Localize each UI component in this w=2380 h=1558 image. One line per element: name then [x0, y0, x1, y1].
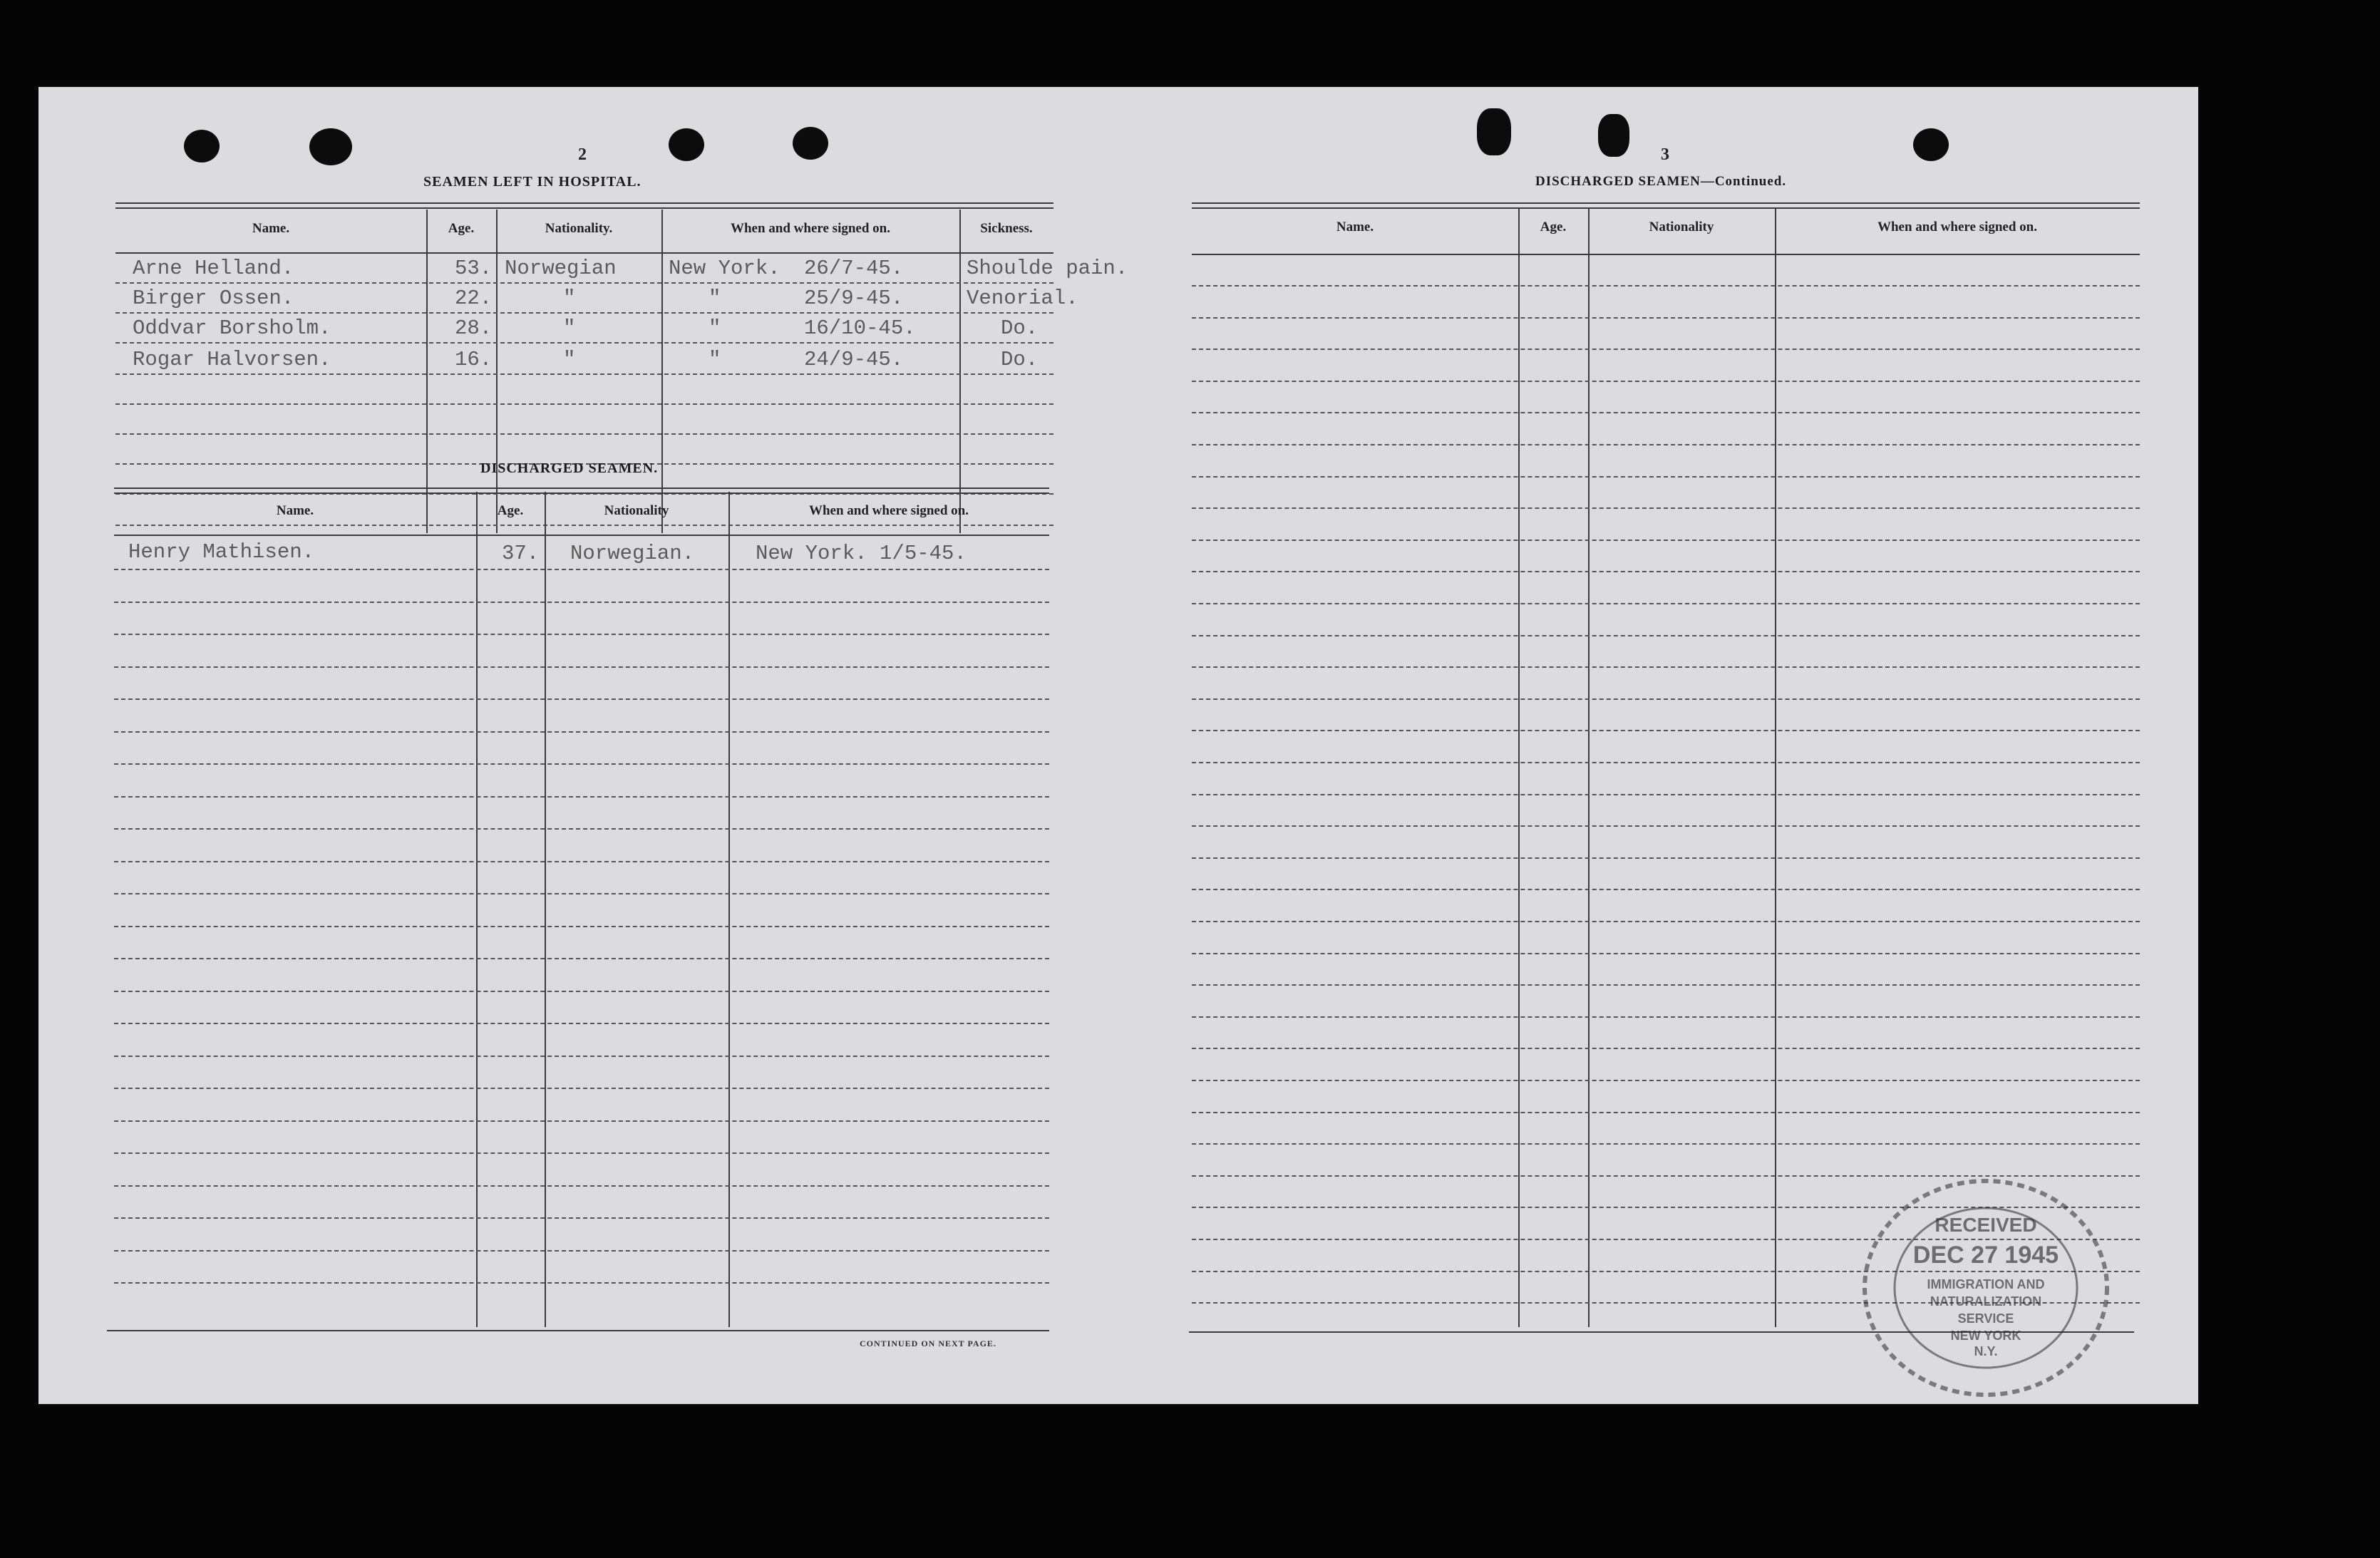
col-header-age: Age. — [448, 221, 475, 236]
col-header-age: Age. — [1540, 220, 1567, 234]
row-line — [1192, 794, 2140, 795]
row-line — [114, 893, 1049, 894]
row-line — [1192, 730, 2140, 731]
hospital-nationality-cell: " — [563, 287, 576, 310]
row-line — [1192, 381, 2140, 382]
column-divider — [496, 210, 498, 533]
row-line — [114, 1185, 1049, 1187]
column-divider — [1588, 208, 1590, 1327]
column-divider — [1518, 208, 1520, 1327]
hospital-name-cell: Birger Ossen. — [133, 287, 294, 310]
row-line — [1192, 762, 2140, 763]
row-line — [114, 1056, 1049, 1057]
row-line — [1192, 889, 2140, 890]
col-header-signed-on: When and where signed on. — [1877, 220, 2037, 234]
document-sheet — [38, 87, 2198, 1404]
punch-hole — [669, 128, 704, 161]
page-number: 2 — [578, 145, 587, 164]
hospital-signed-place-cell: " — [709, 348, 721, 371]
row-line — [1192, 476, 2140, 478]
hospital-signed-date-cell: 25/9-45. — [804, 287, 904, 310]
hospital-signed-place-cell: " — [709, 316, 721, 340]
hospital-age-cell: 16. — [455, 348, 493, 371]
header-rule — [115, 202, 1054, 204]
header-rule — [1192, 254, 2140, 255]
row-line — [1192, 953, 2140, 954]
hospital-name-cell: Rogar Halvorsen. — [133, 348, 331, 371]
bottom-rule — [107, 1330, 1049, 1331]
col-header-nationality: Nationality. — [545, 221, 613, 236]
row-line — [114, 1120, 1049, 1122]
row-line — [114, 991, 1049, 992]
row-line — [1192, 1048, 2140, 1049]
row-line — [114, 1152, 1049, 1154]
row-line — [1192, 507, 2140, 509]
stamp-date: DEC 27 1945 — [1912, 1242, 2059, 1269]
col-header-nationality: Nationality — [604, 503, 669, 518]
row-line — [114, 861, 1049, 862]
row-line — [115, 433, 1054, 435]
row-line — [114, 1250, 1049, 1252]
row-line — [1192, 444, 2140, 445]
row-line — [115, 403, 1054, 405]
column-divider — [1775, 208, 1776, 1327]
hospital-sickness-cell: Shoulde pain. — [967, 257, 1128, 280]
row-line — [1192, 857, 2140, 859]
punch-hole — [1598, 114, 1629, 157]
column-divider — [545, 492, 546, 1327]
page-number: 3 — [1661, 145, 1669, 164]
row-line — [1192, 1112, 2140, 1113]
row-line — [114, 926, 1049, 927]
row-line — [1192, 603, 2140, 604]
col-header-name: Name. — [276, 503, 314, 518]
hospital-sickness-cell: Venorial. — [967, 287, 1078, 310]
row-line — [114, 634, 1049, 635]
column-divider — [959, 210, 961, 533]
right-section-title: DISCHARGED SEAMEN—Continued. — [1535, 174, 1787, 189]
row-line — [114, 731, 1049, 733]
row-line — [1192, 666, 2140, 668]
column-divider — [476, 492, 478, 1327]
hospital-nationality-cell: " — [563, 348, 576, 371]
col-header-name: Name. — [1336, 220, 1374, 234]
hospital-signed-date-cell: 16/10-45. — [804, 316, 916, 340]
continued-note: CONTINUED ON NEXT PAGE. — [860, 1338, 996, 1348]
row-line — [115, 282, 1054, 284]
stamp-line: RECEIVED — [1935, 1214, 2037, 1236]
header-rule — [1192, 202, 2140, 204]
row-line — [1192, 571, 2140, 572]
received-stamp — [1850, 1170, 2121, 1405]
discharged-nationality-cell: Norwegian. — [570, 542, 695, 565]
row-line — [1192, 412, 2140, 413]
hospital-name-cell: Arne Helland. — [133, 257, 294, 280]
row-line — [1192, 921, 2140, 922]
row-line — [114, 602, 1049, 603]
row-line — [114, 796, 1049, 798]
row-line — [115, 525, 1054, 526]
row-line — [114, 1023, 1049, 1024]
hospital-name-cell: Oddvar Borsholm. — [133, 316, 331, 340]
discharged-section-title: DISCHARGED SEAMEN. — [480, 460, 659, 476]
row-line — [115, 312, 1054, 314]
col-header-nationality: Nationality — [1649, 220, 1714, 234]
row-line — [1192, 1143, 2140, 1145]
row-line — [1192, 317, 2140, 319]
row-line — [114, 666, 1049, 668]
discharged-name-cell: Henry Mathisen. — [128, 540, 315, 564]
col-header-name: Name. — [252, 221, 290, 236]
punch-hole — [793, 127, 828, 160]
row-line — [1192, 285, 2140, 287]
hospital-age-cell: 22. — [455, 287, 493, 310]
row-line — [115, 373, 1054, 375]
hospital-nationality-cell: " — [563, 316, 576, 340]
hospital-nationality-cell: Norwegian — [505, 257, 617, 280]
hospital-sickness-cell: Do. — [1001, 348, 1039, 371]
hospital-age-cell: 28. — [455, 316, 493, 340]
row-line — [1192, 984, 2140, 986]
stamp-line: NATURALIZATION — [1930, 1294, 2042, 1309]
punch-hole — [309, 128, 352, 165]
row-line — [1192, 1016, 2140, 1018]
stamp-line: SERVICE — [1957, 1311, 2014, 1326]
row-line — [1192, 635, 2140, 636]
row-line — [114, 958, 1049, 959]
col-header-signed-on: When and where signed on. — [730, 221, 890, 236]
punch-hole — [1477, 108, 1511, 155]
column-divider — [728, 492, 730, 1327]
discharged-signed-on-cell: New York. 1/5-45. — [756, 542, 967, 565]
row-line — [115, 342, 1054, 344]
row-line — [114, 828, 1049, 830]
row-line — [1192, 540, 2140, 541]
stamp-line: N.Y. — [1974, 1344, 1998, 1358]
column-divider — [426, 210, 428, 533]
stamp-line: IMMIGRATION AND — [1927, 1277, 2045, 1291]
hospital-age-cell: 53. — [455, 257, 493, 280]
row-line — [114, 1217, 1049, 1219]
row-line — [1192, 1080, 2140, 1081]
row-line — [1192, 698, 2140, 700]
header-rule — [114, 535, 1049, 536]
col-header-sickness: Sickness. — [980, 221, 1033, 236]
row-line — [114, 763, 1049, 765]
header-rule — [115, 252, 1054, 254]
hospital-signed-date-cell: 24/9-45. — [804, 348, 904, 371]
row-line — [1192, 825, 2140, 827]
row-line — [114, 1088, 1049, 1089]
row-line — [1192, 349, 2140, 350]
hospital-section-title: SEAMEN LEFT IN HOSPITAL. — [423, 174, 642, 190]
hospital-signed-place-cell: New York. — [669, 257, 781, 280]
hospital-sickness-cell: Do. — [1001, 316, 1039, 340]
punch-hole — [184, 130, 220, 162]
hospital-signed-date-cell: 26/7-45. — [804, 257, 904, 280]
col-header-signed-on: When and where signed on. — [808, 503, 969, 518]
col-header-age: Age. — [497, 503, 524, 518]
punch-hole — [1913, 128, 1949, 161]
column-divider — [661, 210, 663, 533]
discharged-age-cell: 37. — [502, 542, 540, 565]
row-line — [114, 569, 1049, 570]
row-line — [114, 698, 1049, 700]
header-rule — [114, 487, 1049, 489]
row-line — [114, 1282, 1049, 1284]
stamp-line: NEW YORK — [1950, 1329, 2021, 1343]
hospital-signed-place-cell: " — [709, 287, 721, 310]
